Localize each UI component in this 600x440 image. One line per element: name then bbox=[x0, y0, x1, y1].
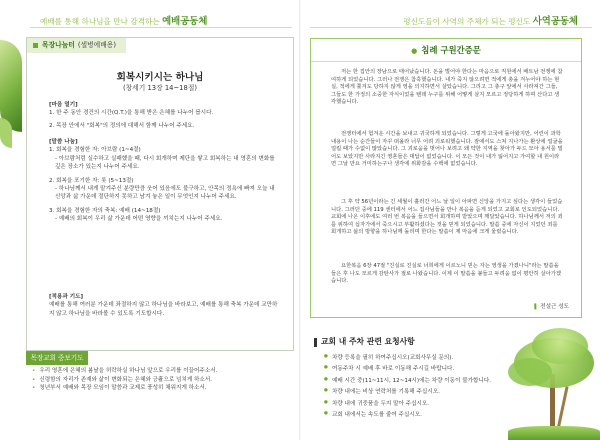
word-section bbox=[49, 138, 279, 224]
meditation-tab-label: 목장나눔터 bbox=[42, 41, 75, 49]
sermon-reference: (창세기 13장 14~18절) bbox=[122, 84, 198, 92]
left-header-prefix: 예배를 통해 하나님을 만나 감격하는 bbox=[40, 17, 160, 26]
sermon-title: 회복시키시는 하나님 bbox=[116, 72, 204, 83]
right-header-rule bbox=[310, 27, 592, 28]
right-page bbox=[300, 0, 600, 440]
prayer-item: • 우리 영혼에 은혜의 봄날을 허락하실 하나님 앞으로 우리를 이끌어주소서. bbox=[32, 367, 294, 376]
prayer-item: • 청년부서 예배와 목장 모임이 말씀과 교제로 풍성히 채워지게 하소서. bbox=[32, 384, 294, 393]
registration-item: ● 차량 내에 귀중품을 두지 말아 주십시오. bbox=[324, 398, 514, 409]
tree-illustration bbox=[508, 328, 600, 440]
testimony-paragraph: 전쟁터에서 험겨운 시간을 보내고 귀국하게 되었습니다. 그렇게 고국에 돌아왔지만, 어린이 과학 내용이 나는 순간들이 자꾸 떠올라 너무 어려 괴로워했습니다. 잠에서도 스쳐 지나가는 환상에 얼굴을 얼킬 때가 수없이 많았습니다. 그 괴로움을 벗어나 보려고 왜 약한 지역을 찾아가 두드 모아 용서를 빌어도 보았지만 사라지긴 영혼들은 대답이 없었습니다. 이 모든 것이 내가 잃어지고 가여할 내 원이라면 그날 만요 거미하는구나 생각에 위화감을 수백에 없었습니다. bbox=[331, 131, 563, 168]
square-bullet-icon bbox=[33, 43, 38, 48]
apply-heading: [적용과 기도] bbox=[49, 294, 84, 300]
registration-item: ● 여동주차 시 예배 후 바로 이동해 주시길 바랍니다. bbox=[324, 363, 514, 374]
testimony-title-text: 침례 구원간증문 bbox=[421, 45, 481, 55]
word-item-title: 1. 회복을 경험한 자: 아브람 (1~4절) bbox=[49, 147, 141, 154]
word-item-title: 3. 회복을 경험한 자의 축복: 예배 (14~18절) bbox=[49, 207, 161, 214]
meditation-tab bbox=[27, 38, 126, 53]
registration-item: ● 교회 내에서는 속도를 줄여 주십시오. bbox=[324, 409, 514, 420]
registration-title bbox=[314, 336, 415, 347]
bullet-icon: ● bbox=[411, 47, 418, 55]
prayer-tab: 목장교회 중보기도 bbox=[26, 351, 88, 365]
left-header-rule bbox=[30, 27, 292, 28]
registration-list bbox=[324, 352, 514, 420]
prayer-item: • 신령함의 자리가 존재와 삶이 변화되는 은혜와 긍휼으로 넘치게 하소서. bbox=[32, 376, 294, 385]
apply-body: 예배를 통해 여러분 가운데 좌절하지 않고 하나님을 바라보고, 예배를 통해 축복 가운데 교만하지 않고 하나님을 바라볼 수 있도록 기도합시다. bbox=[49, 302, 278, 317]
open-section bbox=[49, 101, 279, 130]
registration-item: ● 차량 등록을 필히 하여주십시오(교회사무실 문의). bbox=[324, 352, 514, 363]
left-header-name: 예배공동체 bbox=[162, 16, 208, 27]
right-header-name: 사역공동체 bbox=[532, 16, 578, 27]
open-line: 1. 한 주 동안 경건의 시간(Q.T.)을 통해 받은 은혜를 나누어 봅시다. bbox=[49, 110, 214, 117]
word-heading: [말씀 나눔] bbox=[49, 139, 78, 145]
right-page-header bbox=[403, 13, 578, 27]
tree-canopy bbox=[508, 358, 552, 386]
prayer-list bbox=[32, 367, 294, 393]
testimony-signature: ▌ 전설근 성도 bbox=[534, 302, 569, 310]
registration-item: ● 예배 시간 중(11~11시, 12~14시)에는 차량 이동이 불가합니다. bbox=[324, 375, 514, 386]
open-heading: [마음 열기] bbox=[49, 102, 78, 108]
title-bar-icon bbox=[314, 338, 317, 347]
word-item-body: - 하나님께서 내게 맡겨주신 분량만큼 웃어 있음에도 불구하고, 안목의 정욕에 빠져 오늘 내 신앙과 삶 가운데 절단하지 못하고 남겨 놓은 일이 무엇인지 나누어 주세요. bbox=[55, 186, 275, 201]
registration-title-text: 교회 내 주차 관련 요청사항 bbox=[321, 337, 415, 346]
left-page-header bbox=[40, 13, 207, 27]
registration-item: ● 차량 내에는 비상 연락처를 기록해 주십시오. bbox=[324, 386, 514, 397]
word-item-body: - 예배의 회복이 우리 삶 가운데 어떤 영향을 끼치는지 나누어 주세요. bbox=[55, 216, 223, 223]
testimony-paragraph: 요한복음 6장 47절 "진실로 진실로 너희에게 이르노니 믿는 자는 영생을 가졌나니"라는 말씀을 들은 후 나도 모르게 감탄사가 절로 나왔습니다. 이제 이 말씀을 붙들고 두려움 없이 평안히 살아가겠습니다. bbox=[331, 263, 561, 285]
open-line: 2. 목장 안에서 "회복"의 정의에 대해서 함께 나누어 주세요. bbox=[49, 122, 195, 129]
testimony-title bbox=[311, 39, 581, 62]
meditation-box bbox=[26, 37, 294, 351]
apply-section bbox=[49, 293, 279, 318]
testimony-paragraph: 그 후 약 56년이라는 긴 세월이 흘러간 어느 날 일이 아파면 신앙을 가지고 싶다는 생각이 들었습니다. 그러던 중에 119 센터에서 어느 집사님들을 만나 복음을 듣게 되었고 교회로 인도되었습니다. 교회에 나온 이후에도 여러 번 복음을 들으면서 회개하며 받았으며 깨달았습니다. 하나님께서 저의 죄를 위하여 십자가에서 죽으시고 부활하셨다는 것을 믿게 되었습니다. 말씀 중에 자신이 지었던 죄를 회개하고 삶의 방향을 하나님께 돌리며 한다는 말씀이 제 마음에 크게 울렸습니다. bbox=[331, 199, 563, 236]
right-header-prefix: 평신도들이 사역의 주체가 되는 평신도 bbox=[403, 17, 531, 26]
word-item-body: - 아브람처럼 실수하고 실패했을 때, 다시 회개하며 제단을 쌓고 회복하는 내 영혼의 변화를 깊은 장소가 있는지 나누어 주세요. bbox=[55, 155, 275, 171]
meditation-tab-note: (셀병에배용) bbox=[77, 41, 116, 49]
word-item-title: 2. 회복을 포기한 자: 롯 (5~13절) bbox=[49, 177, 134, 184]
testimony-paragraph: 저는 한 집안의 장남으로 태어났습니다. 돈을 벌어야 한다는 마음으로 직원에서 배트남 전쟁에 참여하게 되었습니다. 그러나 전쟁은 참혹했습니다. 내가 죽지 않으려면 적에게 총을 겨누어야 하는 현실, 적에게 쫓겨도 당하지 않게 영을 의지하면서 살았습니다. 그리고 그 총구 앞에서 사라져간 그들, 그들도 한 가정의 소중한 자식이었을 텐데 누구를 위해 어떻게 살지 모르고 정당하게 하며 산다고 생각했습니다. bbox=[331, 69, 563, 106]
grass bbox=[508, 426, 600, 440]
testimony-box bbox=[310, 38, 582, 318]
tree-canopy bbox=[532, 328, 588, 364]
